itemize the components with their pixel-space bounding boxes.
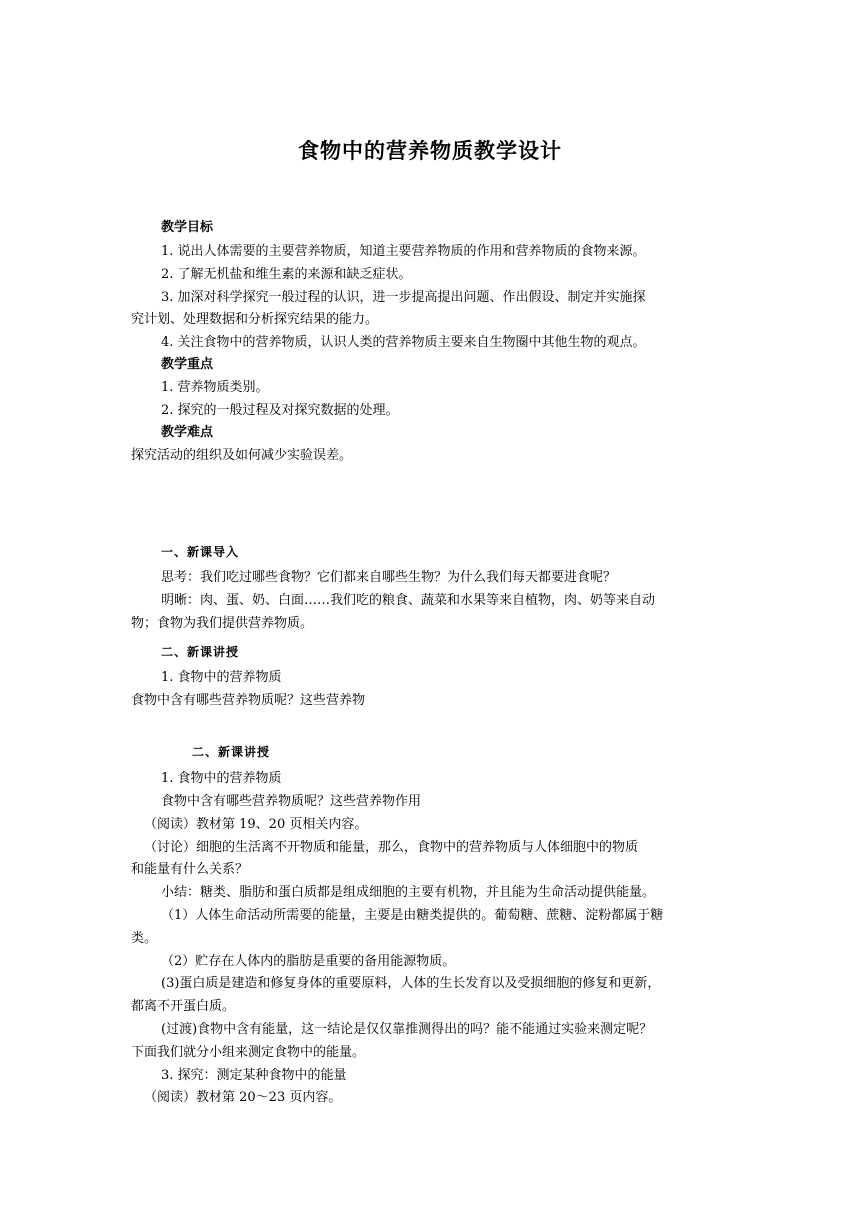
intro-heading: 一、新课导入 — [161, 545, 240, 559]
lecture-a-heading: 二、新课讲授 — [161, 645, 240, 659]
lecture-b-heading: 二、新课讲授 — [192, 745, 271, 759]
lecture-b-line-15: （阅读）教材第 20～23 页内容。 — [144, 1090, 342, 1105]
key-point-2: 2. 探究的一般过程及对探究数据的处理。 — [161, 403, 399, 418]
difficulties-text: 探究活动的组织及如何减少实验误差。 — [131, 448, 353, 463]
lecture-b-line-3: （阅读）教材第 19、20 页相关内容。 — [144, 817, 368, 832]
goals-heading: 教学目标 — [161, 220, 214, 235]
intro-line-2: 明晰：肉、蛋、奶、白面……我们吃的粮食、蔬菜和水果等来自植物，肉、奶等来自动 — [161, 593, 656, 608]
intro-line-3: 物；食物为我们提供营养物质。 — [131, 616, 314, 631]
lecture-b-line-13: 下面我们就分小组来测定食物中的能量。 — [131, 1045, 366, 1060]
lecture-b-line-9: （2）贮存在人体内的脂肪是重要的备用能源物质。 — [161, 954, 456, 969]
intro-line-1: 思考：我们吃过哪些食物？它们都来自哪些生物？为什么我们每天都要进食呢？ — [161, 570, 617, 585]
document-title: 食物中的营养物质教学设计 — [298, 139, 562, 163]
lecture-b-line-4: （讨论）细胞的生活离不开物质和能量，那么，食物中的营养物质与人体细胞中的物质 — [144, 840, 639, 855]
lecture-b-line-8: 类。 — [131, 931, 158, 946]
goal-item-4: 4. 关注食物中的营养物质，认识人类的营养物质主要来自生物圈中其他生物的观点。 — [161, 335, 646, 350]
difficulties-heading: 教学难点 — [161, 425, 214, 440]
lecture-b-line-2: 食物中含有哪些营养物质呢？这些营养物作用 — [161, 794, 422, 809]
key-point-1: 1. 营养物质类别。 — [161, 380, 269, 395]
lecture-b-line-14: 3. 探究：测定某种食物中的能量 — [161, 1068, 347, 1083]
lecture-b-line-1: 1. 食物中的营养物质 — [161, 771, 282, 786]
lecture-b-line-12: (过渡)食物中含有能量，这一结论是仅仅靠推测得出的吗？能不能通过实验来测定呢？ — [161, 1022, 653, 1037]
lecture-b-line-10: (3)蛋白质是建造和修复身体的重要原料，人体的生长发育以及受损细胞的修复和更新， — [161, 976, 661, 991]
goal-item-3: 3. 加深对科学探究一般过程的认识，进一步提高提出问题、作出假设、制定并实施探 — [161, 290, 646, 305]
goal-item-1: 1. 说出人体需要的主要营养物质，知道主要营养物质的作用和营养物质的食物来源。 — [161, 244, 646, 259]
lecture-a-line-2: 食物中含有哪些营养物质呢？这些营养物 — [131, 693, 366, 708]
lecture-b-line-11: 都离不开蛋白质。 — [131, 999, 236, 1014]
key-points-heading: 教学重点 — [161, 357, 214, 372]
lecture-b-line-5: 和能量有什么关系？ — [131, 862, 249, 877]
lecture-b-line-7: （1）人体生命活动所需要的能量，主要是由糖类提供的。葡萄糖、蔗糖、淀粉都属于糖 — [161, 908, 664, 923]
lecture-b-line-6: 小结：糖类、脂肪和蛋白质都是组成细胞的主要有机物，并且能为生命活动提供能量。 — [161, 885, 656, 900]
goal-item-3-cont: 究计划、处理数据和分析探究结果的能力。 — [131, 312, 379, 327]
goal-item-2: 2. 了解无机盐和维生素的来源和缺乏症状。 — [161, 267, 412, 282]
lecture-a-line-1: 1. 食物中的营养物质 — [161, 670, 282, 685]
